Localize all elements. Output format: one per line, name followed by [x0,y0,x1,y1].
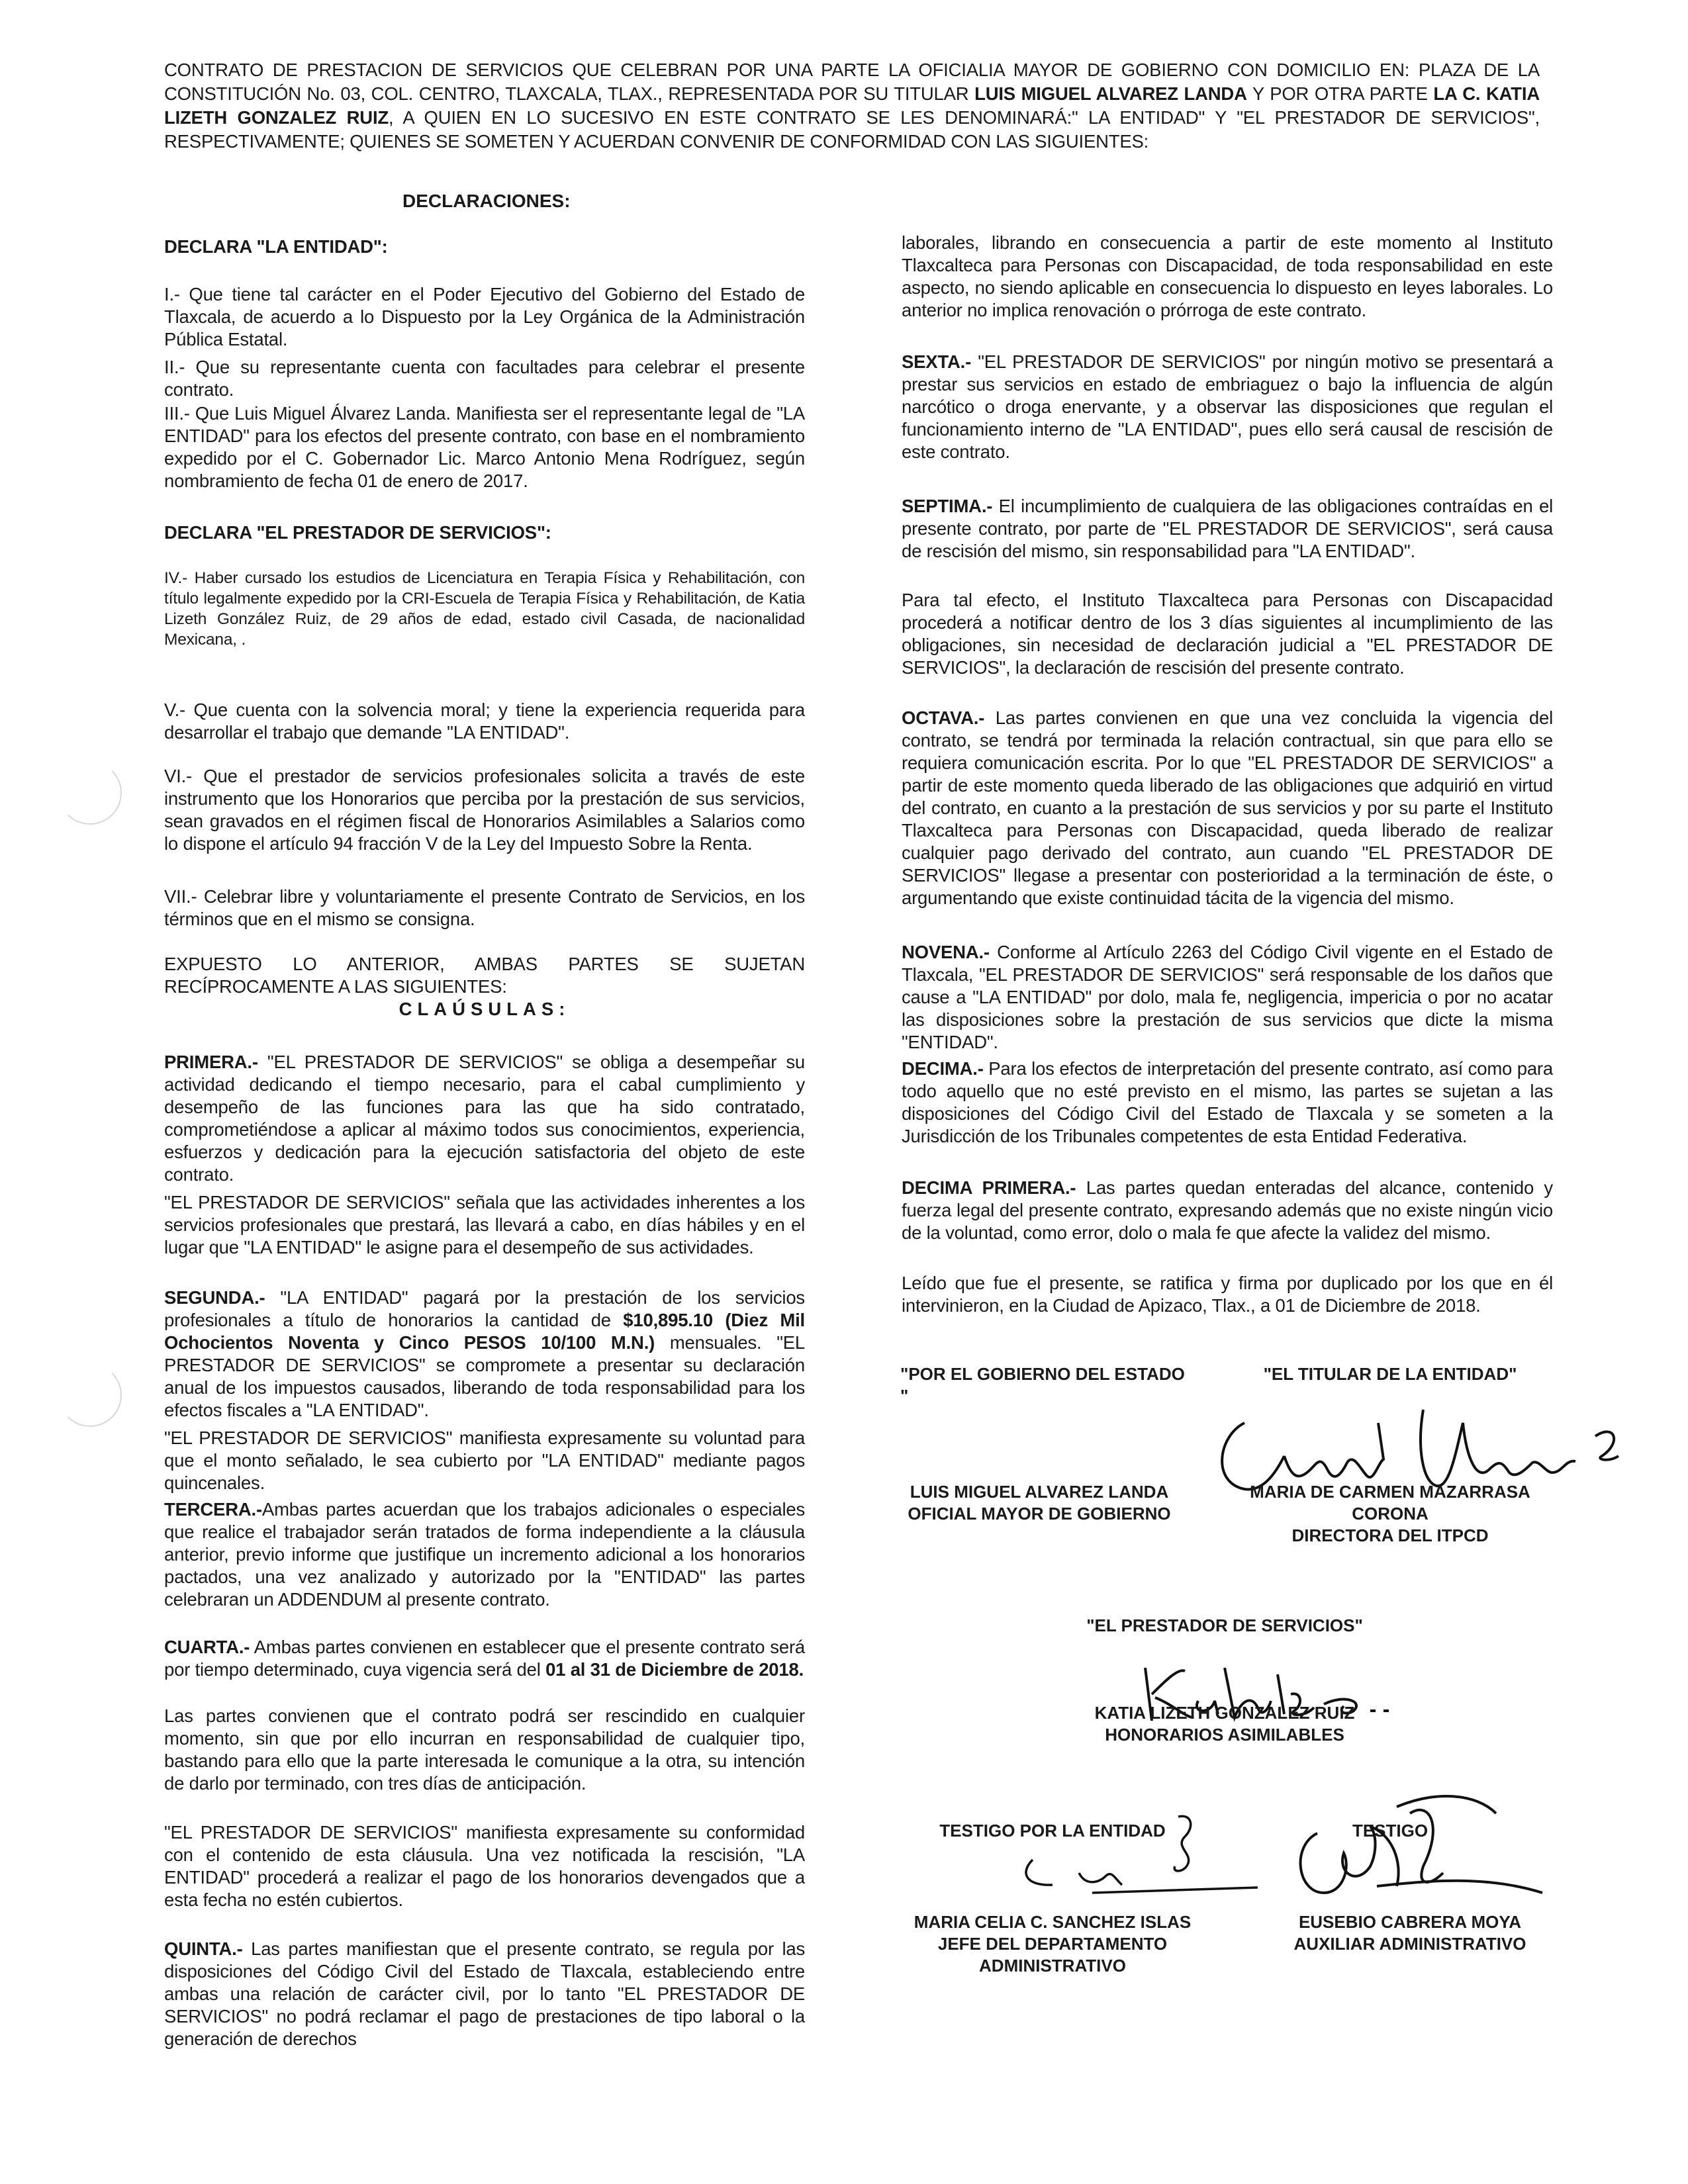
declaration-v: V.- Que cuenta con la solvencia moral; y tiene la experiencia requerida para desarrollar el trabajo que demande "LA ENTIDAD". [164,700,805,743]
clause-segunda [164,1287,805,1422]
clause-text: "EL PRESTADOR DE SERVICIOS" por ningún motivo se presentará a prestar sus servicios en estado de embriaguez o bajo la influencia de algún narcótico o droga enervante, y a observar las disposiciones que regulan el funcionamiento interno de "LA ENTIDAD", pues ello será causal de rescisión de este contrato. [902,351,1553,462]
titular-name-line2: CORONA [1352,1504,1429,1524]
clause-septima [902,495,1553,563]
testigo1-role: JEFE DEL DEPARTAMENTO [937,1934,1168,1954]
testigo1-signature [993,1807,1271,1899]
clause-septima-2: Para tal efecto, el Instituto Tlaxcalteca para Personas con Discapacidad procederá a notificar dentro de los 3 días siguientes al incumplimiento de las obligaciones, sin necesidad de declaración judicial a "EL PRESTADOR DE SERVICIOS", la declaración de rescisión del presente contrato. [902,590,1553,678]
binder-hole-mark [58,1363,122,1427]
clause-decima [902,1058,1553,1148]
clause-label: DECIMA PRIMERA.- [902,1177,1076,1198]
intro-text: CONTRATO DE PRESTACION DE SERVICIOS QUE CELEBRAN POR UNA PARTE LA OFICIALIA MAYOR DE GOBIERNO CON DOMICILIO EN: PLAZA DE LA CONSTITUCIÓN No. 03, COL. CENTRO, TLAXCALA, TLAX., REPRESENTADA POR SU TITULAR [164,60,1540,104]
clause-label: SEXTA.- [902,351,972,372]
clause-label: DECIMA.- [902,1058,984,1079]
testigo2-signature [1278,1787,1556,1913]
testigo2-signatory [1271,1911,1549,1955]
clause-text: Ambas partes convienen en establecer que el presente contrato será por tiempo determinado, cuya vigencia será del [164,1637,805,1680]
testigo1-role-line2: ADMINISTRATIVO [979,1956,1126,1976]
declaration-vi: VI.- Que el prestador de servicios profesionales solicita a través de este instrumento que los Honorarios que perciba por la prestación de sus servicios, sean gravados en el régimen fiscal de Honorarios Asimilables a Salarios como lo dispone el artículo 94 fracción V de la Ley del Impuesto Sobre la Renta. [164,766,805,854]
intro-text: , A QUIEN EN LO SUCESIVO EN ESTE CONTRATO SE LES DENOMINARÁ:" LA ENTIDAD" Y "EL PRESTADOR DE SERVICIOS", RESPECTIVAMENTE; QUIENES SE SOMETEN Y ACUERDAN CONVENIR DE CONFORMIDAD CON LAS SIGUIENTES: [164,107,1540,152]
declaration-ii: II.- Que su representante cuenta con facultades para celebrar el presente contrato. [164,357,805,400]
testigo1-signatory [887,1911,1218,1977]
gobierno-name: LUIS MIGUEL ALVAREZ LANDA [910,1482,1169,1502]
clause-tercera [164,1498,805,1611]
fee-amount: $10,895.10 (Diez Mil Ochocientos Noventa y Cinco PESOS 10/100 M.N.) [164,1310,805,1353]
clause-label: OCTAVA.- [902,707,985,728]
clause-cuarta-2: Las partes convienen que el contrato podrá ser rescindido en cualquier momento, sin que por ello incurran en responsabilidad de cualquier tipo, bastando para ello que la parte interesada le comunique a la otra, su intención de darlo por terminado, con tres días de anticipación. [164,1706,805,1794]
clause-label: PRIMERA.- [164,1052,258,1072]
clause-sexta [902,351,1553,463]
clause-label: QUINTA.- [164,1938,243,1959]
declara-entidad-heading: DECLARA "LA ENTIDAD": [164,236,388,257]
prestador-name: KATIA LIZETH GONZALEZ RUIZ [1094,1703,1355,1723]
testigo2-heading: TESTIGO [1352,1821,1429,1841]
binder-hole-mark [58,761,122,825]
gobierno-signatory [900,1481,1178,1525]
declaration-i: I.- Que tiene tal carácter en el Poder Ejecutivo del Gobierno del Estado de Tlaxcala, de acuerdo a lo Dispuesto por la Ley Orgánica de la Administración Pública Estatal. [164,284,805,349]
titular-role: DIRECTORA DEL ITPCD [1291,1525,1489,1545]
clause-label: CUARTA.- [164,1637,250,1657]
clause-label: SEGUNDA.- [164,1287,265,1308]
prestador-signatory [1033,1702,1417,1746]
clause-text: Ambas partes acuerdan que los trabajos adicionales o especiales que realice el trabajador serán tratados de forma independiente a la cláusula anterior, previo informe que justifique un incremento adicional a los honorarios pactados, una vez analizado y autorizado por la "ENTIDAD" las partes celebraran un ADDENDUM al presente contrato. [164,1499,805,1610]
titular-signatory [1244,1481,1536,1547]
clause-text: Para los efectos de interpretación del presente contrato, así como para todo aquello que no esté previsto en el mismo, las partes se sujetan a las disposiciones del Código Civil del Estado de Tlaxcala y se someten a la Jurisdicción de los Tribunales competentes de esta Entidad Federativa. [902,1058,1553,1146]
prestador-role: HONORARIOS ASIMILABLES [1105,1725,1344,1745]
clausulas-heading: CLAÚSULAS: [399,999,571,1019]
declaration-iii: III.- Que Luis Miguel Álvarez Landa. Manifiesta ser el representante legal de "LA ENTIDAD" para los efectos del presente contrato, con base en el nombramiento expedido por el C. Gobernador Lic. Marco Antonio Mena Rodríguez, según nombramiento de fecha 01 de enero de 2017. [164,403,805,491]
clause-decima-primera [902,1177,1553,1244]
titular-name: MARIA DE CARMEN MAZARRASA [1250,1482,1530,1502]
clause-quinta-continued: laborales, librando en consecuencia a partir de este momento al Instituto Tlaxcalteca para Personas con Discapacidad, de toda responsabilidad en este aspecto, no siendo aplicable en consecuencia lo dispuesto en leyes laborales. Lo anterior no implica renovación o prórroga de este contrato. [902,232,1553,320]
gobierno-heading: "POR EL GOBIERNO DEL ESTADO " [900,1364,1185,1406]
gobierno-role: OFICIAL MAYOR DE GOBIERNO [908,1504,1171,1524]
clause-label: TERCERA.- [164,1499,262,1520]
declara-prestador-heading: DECLARA "EL PRESTADOR DE SERVICIOS": [164,522,551,543]
clause-octava [902,707,1553,909]
declaraciones-heading: DECLARACIONES: [402,191,571,211]
declaration-vii: VII.- Celebrar libre y voluntariamente el presente Contrato de Servicios, en los términos que en el mismo se consigna. [164,886,805,929]
prestador-heading: "EL PRESTADOR DE SERVICIOS" [1086,1615,1363,1635]
closing-statement: Leído que fue el presente, se ratifica y firma por duplicado por los que en él intervinieron, en la Ciudad de Apizaco, Tlax., a 01 de Diciembre de 2018. [902,1273,1553,1316]
clause-text: Las partes convienen en que una vez concluida la vigencia del contrato, se tendrá por terminada la relación contractual, sin que para ello se requiera comunicación escrita. Por lo que "EL PRESTADOR DE SERVICIOS" a partir de este momento queda liberado de las obligaciones que adquirió en virtud del contrato, en cuanto a la prestación de sus servicios y por su parte el Instituto Tlaxcalteca para Personas con Discapacidad, queda liberado de realizar cualquier pago derivado del contrato, aun cuando "EL PRESTADOR DE SERVICIOS" llegase a presentar con posterioridad a la terminación de éste, o argumentando que existe continuidad tácita de la vigencia del mismo. [902,707,1553,908]
clause-primera-2: "EL PRESTADOR DE SERVICIOS" señala que las actividades inherentes a los servicios profesionales que prestará, las llevará a cabo, en días hábiles y en el lugar que "LA ENTIDAD" le asigne para el desempeño de sus actividades. [164,1192,805,1257]
intro-text: Y POR OTRA PARTE [1252,83,1428,104]
clause-cuarta [164,1636,805,1681]
titular-heading: "EL TITULAR DE LA ENTIDAD" [1263,1364,1517,1384]
clause-text: Conforme al Artículo 2263 del Código Civil vigente en el Estado de Tlaxcala, "EL PRESTADOR DE SERVICIOS" será responsable de los daños que cause a "LA ENTIDAD" por dolo, mala fe, negligencia, impericia o por no acatar las disposiciones sobre la prestación de sus servicios que dicte la misma "ENTIDAD". [902,942,1553,1052]
clause-primera [164,1051,805,1186]
declaration-iv: IV.- Haber cursado los estudios de Licenciatura en Terapia Física y Rehabilitación, con título legalmente expedido por la CRI-Escuela de Terapia Física y Rehabilitación, de Katia Lizeth González Ruiz, de 29 años de edad, estado civil Casada, de nacionalidad Mexicana, . [164,569,805,649]
clause-novena [902,941,1553,1054]
contract-intro [164,58,1540,154]
clause-label: NOVENA.- [902,942,990,962]
contract-period: 01 al 31 de Diciembre de 2018. [545,1659,804,1680]
clause-text: El incumplimiento de cualquiera de las obligaciones contraídas en el presente contrato, por parte de "EL PRESTADOR DE SERVICIOS", será causa de rescisión del mismo, sin responsabilidad para "LA ENTIDAD". [902,496,1553,561]
clause-text: mensuales. "EL PRESTADOR DE SERVICIOS" se compromete a presentar su declaración anual de los impuestos causados, liberando de toda responsabilidad para los efectos fiscales a "LA ENTIDAD". [164,1332,805,1420]
clause-cuarta-3: "EL PRESTADOR DE SERVICIOS" manifiesta expresamente su conformidad con el contenido de esta cláusula. Una vez notificada la rescisión, "LA ENTIDAD" procederá a realizar el pago de los honorarios devengados que a esta fecha no estén cubiertos. [164,1822,805,1910]
clause-text: Las partes quedan enteradas del alcance, contenido y fuerza legal del presente contrato, expresando además que no existe ningún vicio de la voluntad, como error, dolo o mala fe que afecte la validez del mismo. [902,1177,1553,1243]
testigo2-role: AUXILIAR ADMINISTRATIVO [1293,1934,1526,1954]
testigo2-name: EUSEBIO CABRERA MOYA [1298,1912,1522,1932]
representative-name: LUIS MIGUEL ALVAREZ LANDA [974,83,1247,104]
clause-label: SEPTIMA.- [902,496,993,516]
clause-text: Las partes manifiestan que el presente contrato, se regula por las disposiciones del Código Civil del Estado de Tlaxcala, estableciendo entre ambas una relación de carácter civil, por lo tanto "EL PRESTADOR DE SERVICIOS" no podrá reclamar el pago de prestaciones de tipo laboral o la generación de derechos [164,1938,805,2049]
clause-text: "EL PRESTADOR DE SERVICIOS" se obliga a desempeñar su actividad dedicando el tiempo necesario, para el cabal cumplimiento y desempeño de las funciones para las que ha sido contratado, comprometiéndose a aplicar al máximo todos sus conocimientos, experiencia, esfuerzos y dedicación para la ejecución satisfactoria del objeto de este contrato. [164,1052,805,1185]
expuesto-text: EXPUESTO LO ANTERIOR, AMBAS PARTES SE SUJETAN RECÍPROCAMENTE A LAS SIGUIENTES: [164,954,805,997]
testigo1-name: MARIA CELIA C. SANCHEZ ISLAS [914,1912,1192,1932]
clause-text: "LA ENTIDAD" pagará por la prestación de los servicios profesionales a título de honorarios la cantidad de [164,1287,805,1330]
provider-name: LA C. KATIA LIZETH GONZALEZ RUIZ [164,83,1540,128]
testigo1-heading: TESTIGO POR LA ENTIDAD [939,1821,1166,1841]
clause-quinta [164,1938,805,2050]
clause-segunda-2: "EL PRESTADOR DE SERVICIOS" manifiesta expresamente su voluntad para que el monto señalado, le sea cubierto por "LA ENTIDAD" mediante pagos quincenales. [164,1428,805,1493]
